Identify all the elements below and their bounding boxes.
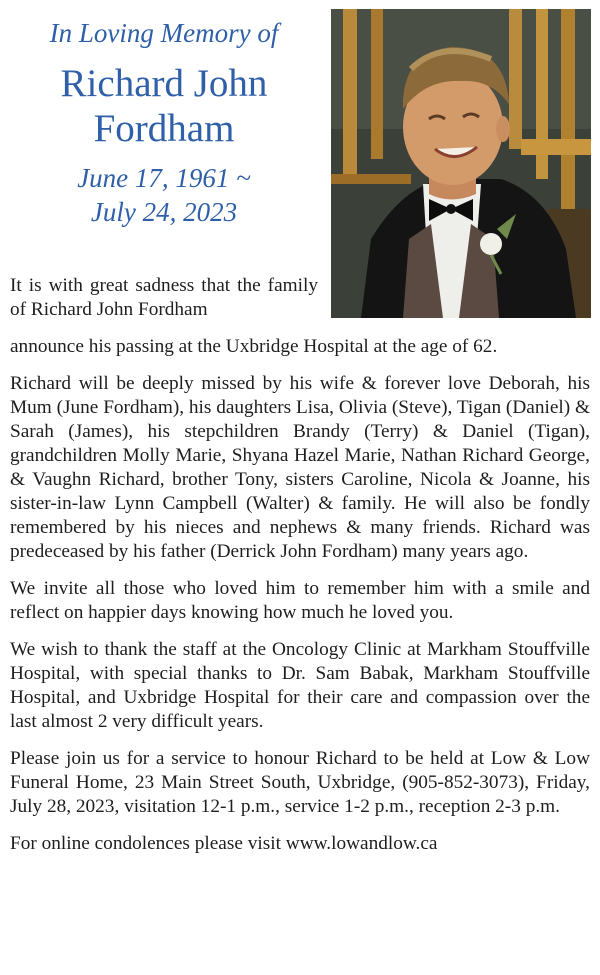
intro-paragraph-start: It is with great sadness that the family of Richard John Fordham xyxy=(10,275,318,320)
intro-paragraph-end: announce his passing at the Uxbridge Hospital at the age of 62. xyxy=(10,336,498,357)
condolences-paragraph: For online condolences please visit www.lowandlow.ca xyxy=(10,833,438,854)
invite-paragraph: We invite all those who loved him to remember him with a smile and reflect on happier days knowing how much he loved you. xyxy=(10,578,590,623)
obituary-header xyxy=(10,16,318,229)
death-date: July 24, 2023 xyxy=(90,197,238,227)
life-dates xyxy=(10,161,318,229)
birth-date: June 17, 1961 ~ xyxy=(77,163,251,193)
family-paragraph: Richard will be deeply missed by his wife & forever love Deborah, his Mum (June Fordham), his daughters Lisa, Olivia (Steve), Tigan (Daniel) & Sarah (James), his stepchildren Brandy (Terry) & Daniel (Tigan), grandchildren Molly Marie, Shyana Hazel Marie, Nathan Richard George, & Vaughn Richard, brother Tony, sisters Caroline, Nicola & Joanne, his sister-in-law Lynn Campbell (Walter) & family. He will also be fondly remembered by his nieces and nephews & many friends. Richard was predeceased by his father (Derrick John Fordham) many years ago. xyxy=(10,373,590,562)
service-paragraph: Please join us for a service to honour Richard to be held at Low & Low Funeral Home, 23 Main Street South, Uxbridge, (905-852-3073), Friday, July 28, 2023, visitation 12-1 p.m., service 1-2 p.m., reception 2-3 p.m. xyxy=(10,748,590,817)
thanks-paragraph: We wish to thank the staff at the Oncology Clinic at Markham Stouffville Hospital, with special thanks to Dr. Sam Babak, Markham Stouffville Hospital, and Uxbridge Hospital for their care and compassion over the last almost 2 very difficult years. xyxy=(10,639,590,732)
obituary-body xyxy=(10,274,590,869)
memory-line: In Loving Memory of xyxy=(49,18,279,48)
deceased-name: Richard John Fordham xyxy=(60,62,268,150)
portrait-photo xyxy=(331,9,591,318)
